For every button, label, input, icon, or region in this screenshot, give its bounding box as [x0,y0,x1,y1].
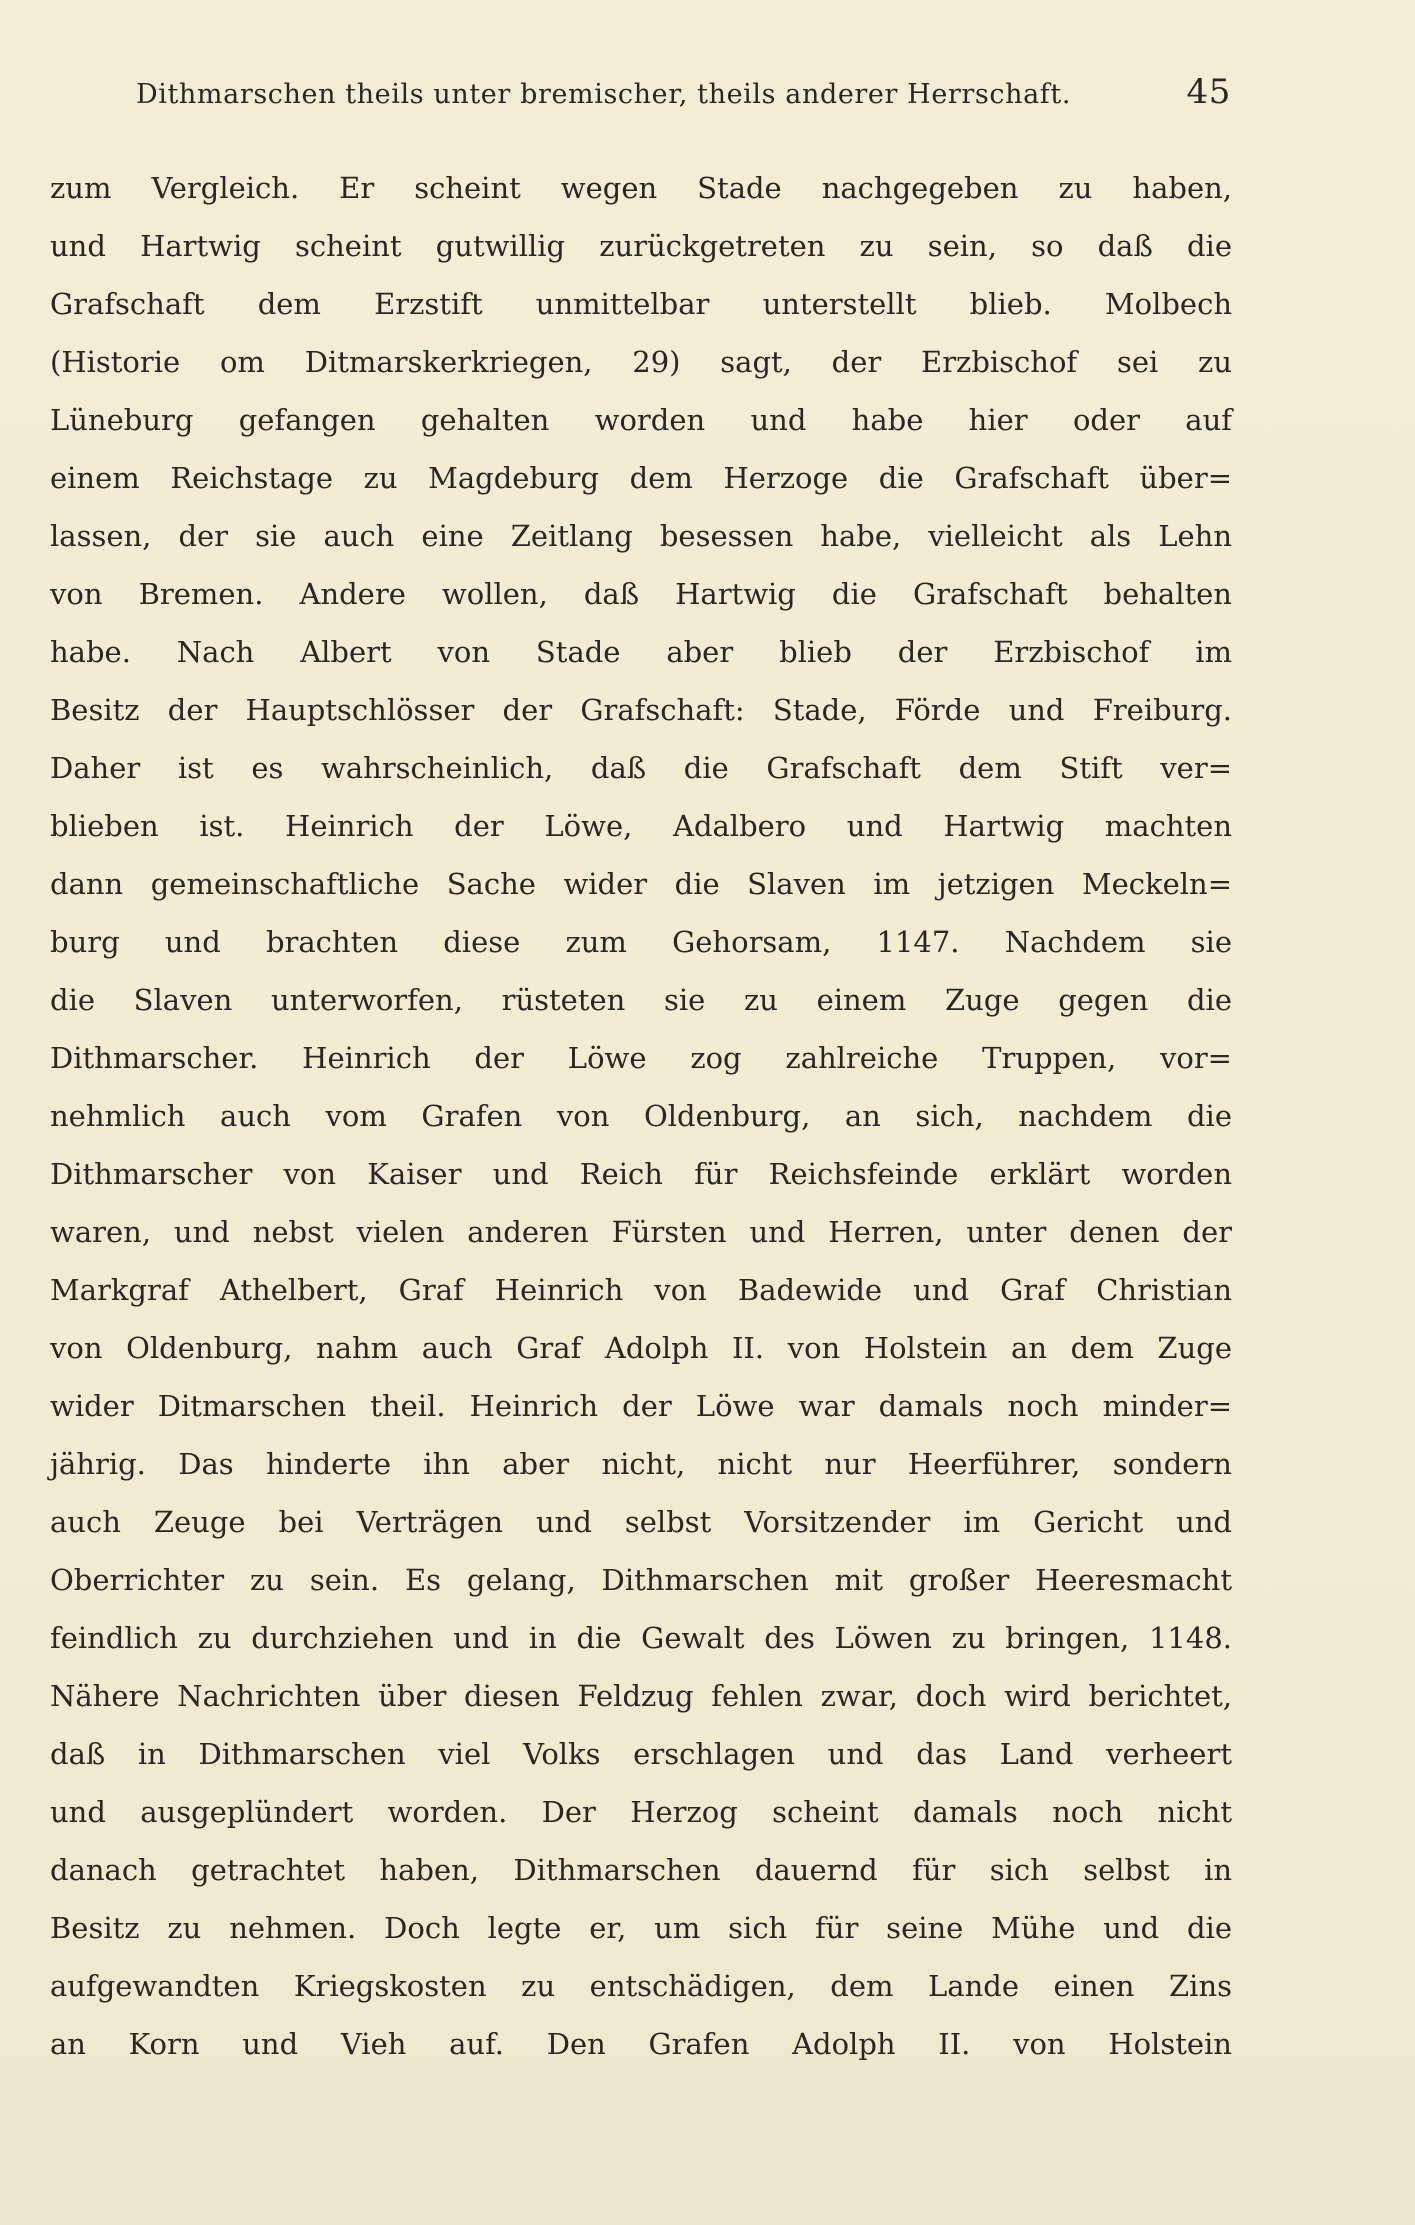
text-line: wider Ditmarschen theil. Heinrich der Löwe war damals noch minder= [50,1389,1232,1423]
text-line: (Historie om Ditmarskerkriegen, 29) sagt, der Erzbischof sei zu [50,345,1232,379]
text-line: Oberrichter zu sein. Es gelang, Dithmarschen mit großer Heeresmacht [50,1563,1232,1597]
text-line: danach getrachtet haben, Dithmarschen dauernd für sich selbst in [50,1853,1232,1887]
text-line: auch Zeuge bei Verträgen und selbst Vorsitzender im Gericht und [50,1505,1232,1539]
text-line: Markgraf Athelbert, Graf Heinrich von Badewide und Graf Christian [50,1273,1232,1307]
text-line: Daher ist es wahrscheinlich, daß die Grafschaft dem Stift ver= [50,751,1232,785]
text-line: und Hartwig scheint gutwillig zurückgetreten zu sein, so daß die [50,229,1232,263]
text-line: dann gemeinschaftliche Sache wider die Slaven im jetzigen Meckeln= [50,867,1232,901]
text-line: von Oldenburg, nahm auch Graf Adolph II. von Holstein an dem Zuge [50,1331,1232,1365]
text-line: aufgewandten Kriegskosten zu entschädigen, dem Lande einen Zins [50,1969,1232,2003]
text-line: blieben ist. Heinrich der Löwe, Adalbero und Hartwig machten [50,809,1232,843]
text-line: feindlich zu durchziehen und in die Gewalt des Löwen zu bringen, 1148. [50,1621,1232,1655]
text-line: habe. Nach Albert von Stade aber blieb der Erzbischof im [50,635,1232,669]
text-line: jährig. Das hinderte ihn aber nicht, nicht nur Heerführer, sondern [50,1447,1232,1481]
text-line: einem Reichstage zu Magdeburg dem Herzoge die Grafschaft über= [50,461,1232,495]
text-line: Besitz der Hauptschlösser der Grafschaft: Stade, Förde und Freiburg. [50,693,1232,727]
text-line: an Korn und Vieh auf. Den Grafen Adolph II. von Holstein [50,2027,1232,2061]
text-line: und ausgeplündert worden. Der Herzog scheint damals noch nicht [50,1795,1232,1829]
text-line: von Bremen. Andere wollen, daß Hartwig die Grafschaft behalten [50,577,1232,611]
text-line: burg und brachten diese zum Gehorsam, 1147. Nachdem sie [50,925,1232,959]
text-line: Dithmarscher. Heinrich der Löwe zog zahlreiche Truppen, vor= [50,1041,1232,1075]
text-line: Dithmarscher von Kaiser und Reich für Reichsfeinde erklärt worden [50,1157,1232,1191]
page-number: 45 [1186,72,1231,112]
running-head-title: Dithmarschen theils unter bremischer, theils anderer Herrschaft. [136,79,1072,110]
text-line: waren, und nebst vielen anderen Fürsten und Herren, unter denen der [50,1215,1232,1249]
text-line: lassen, der sie auch eine Zeitlang besessen habe, vielleicht als Lehn [50,519,1232,553]
text-line: Grafschaft dem Erzstift unmittelbar unterstellt blieb. Molbech [50,287,1232,321]
text-line: zum Vergleich. Er scheint wegen Stade nachgegeben zu haben, [50,171,1232,205]
running-head [136,72,1231,122]
text-line: Lüneburg gefangen gehalten worden und habe hier oder auf [50,403,1232,437]
text-line: Nähere Nachrichten über diesen Feldzug fehlen zwar, doch wird berichtet, [50,1679,1232,1713]
text-line: daß in Dithmarschen viel Volks erschlagen und das Land verheert [50,1737,1232,1771]
text-line: nehmlich auch vom Grafen von Oldenburg, an sich, nachdem die [50,1099,1232,1133]
text-line: Besitz zu nehmen. Doch legte er, um sich für seine Mühe und die [50,1911,1232,1945]
text-line: die Slaven unterworfen, rüsteten sie zu einem Zuge gegen die [50,983,1232,1017]
